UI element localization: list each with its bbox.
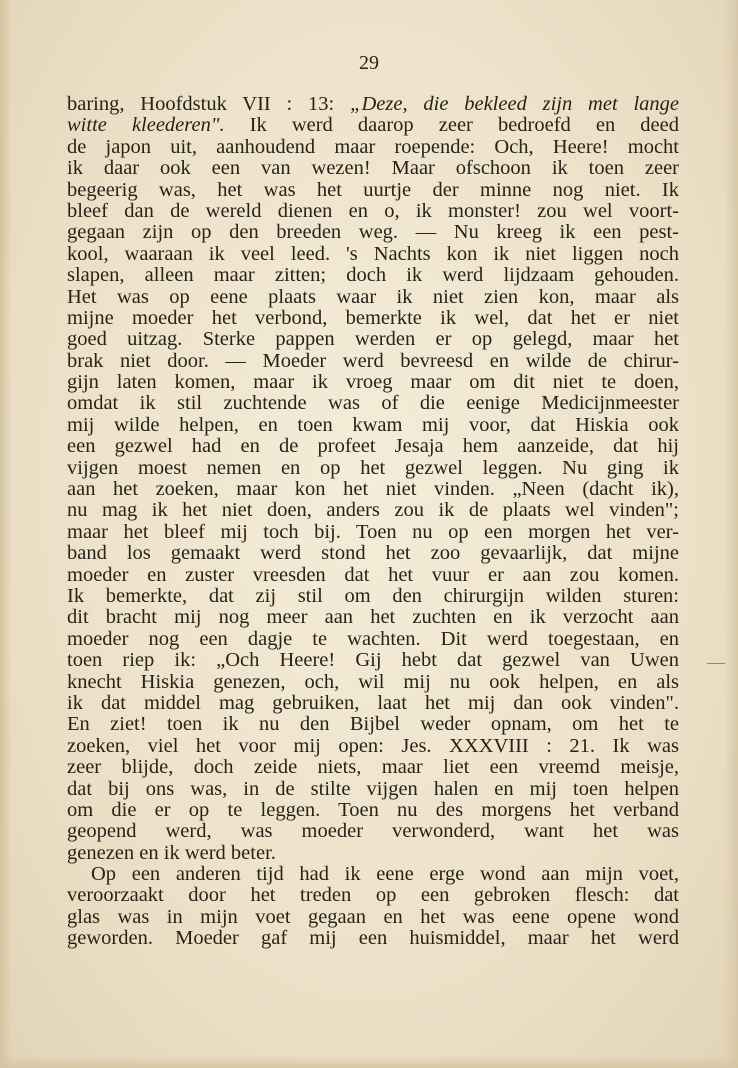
text-line: moeder nog een dagje te wachten. Dit werd toegestaan, en <box>67 627 679 650</box>
text-line: knecht Hiskia genezen, och, wil mij nu ook helpen, en als <box>67 670 679 693</box>
text-line: moeder en zuster vreesden dat het vuur er aan zou komen. <box>67 563 679 586</box>
text-line: gegaan zijn op den breeden weg. — Nu kreeg ik een pest- <box>67 221 679 244</box>
margin-mark <box>707 663 725 664</box>
text-line: goed uitzag. Sterke pappen werden er op gelegd, maar het <box>67 328 679 351</box>
text-line: glas was in mijn voet gegaan en het was eene opene wond <box>67 905 679 928</box>
text-line: omdat ik stil zuchtende was of die eenige Medicijnmeester <box>67 392 679 415</box>
text-line: dit bracht mij nog meer aan het zuchten en ik verzocht aan <box>67 606 679 629</box>
text-line: begeerig was, het was het uurtje der minne nog niet. Ik <box>67 178 679 201</box>
text-line: nu mag ik het niet doen, anders zou ik de plaats wel vinden"; <box>67 499 679 522</box>
text-line: geopend werd, was moeder verwonderd, want het was <box>67 820 679 843</box>
text-line: toen riep ik: „Och Heere! Gij hebt dat gezwel van Uwen <box>67 649 679 672</box>
text-line: Ik bemerkte, dat zij stil om den chirurgijn wilden sturen: <box>67 584 679 607</box>
text-line: En ziet! toen ik nu den Bijbel weder opnam, om het te <box>67 713 679 736</box>
page-number: 29 <box>359 52 379 74</box>
text-line: geworden. Moeder gaf mij een huismiddel, maar het werd <box>67 927 679 950</box>
text-line-paragraph-start: Op een anderen tijd had ik eene erge wond aan mijn voet, <box>91 863 679 886</box>
text-line-paragraph-end: genezen en ik werd beter. <box>67 841 276 864</box>
text-line: veroorzaakt door het treden op een gebroken flesch: dat <box>67 884 679 907</box>
text-line: mijne moeder het verbond, bemerkte ik wel, dat het er niet <box>67 306 679 329</box>
text-line: dat bij ons was, in de stilte vijgen halen en mij toen helpen <box>67 777 679 800</box>
text-line <box>67 115 679 136</box>
body-text <box>67 94 679 950</box>
text-line: bleef dan de wereld dienen en o, ik monster! zou wel voort- <box>67 199 679 222</box>
text-line: zoeken, viel het voor mij open: Jes. XXXVIII : 21. Ik was <box>67 734 679 757</box>
quoted-scripture: witte kleederen". <box>67 114 225 137</box>
text-line: mij wilde helpen, en toen kwam mij voor, dat Hiskia ook <box>67 413 679 436</box>
text-line: gijn laten komen, maar ik vroeg maar om dit niet te doen, <box>67 371 679 394</box>
text-line: slapen, alleen maar zitten; doch ik werd lijdzaam gehouden. <box>67 264 679 287</box>
text-line: om die er op te leggen. Toen nu des morgens het verband <box>67 798 679 821</box>
text-line: een gezwel had en de profeet Jesaja hem aanzeide, dat hij <box>67 435 679 458</box>
text-line: Het was op eene plaats waar ik niet zien kon, maar als <box>67 285 679 308</box>
text-line: aan het zoeken, maar kon het niet vinden. „Neen (dacht ik), <box>67 478 679 501</box>
line-text: Ik werd daarop zeer bedroefd en deed <box>224 114 680 137</box>
page-edge-right <box>724 0 738 1068</box>
text-line <box>67 94 679 115</box>
quoted-scripture: „Deze, die bekleed zijn met lange <box>350 93 679 115</box>
line-text: baring, Hoofdstuk VII : 13: <box>67 93 351 115</box>
text-line: zeer blijde, doch zeide niets, maar liet een vreemd meisje, <box>67 756 679 779</box>
text-line: band los gemaakt werd stond het zoo gevaarlijk, dat mijne <box>67 542 679 565</box>
text-line: maar het bleef mij toch bij. Toen nu op een morgen het ver- <box>67 520 679 543</box>
text-line: ik dat middel mag gebruiken, laat het mij dan ook vinden". <box>67 691 679 714</box>
page-edge-bottom <box>0 1056 738 1068</box>
page-edge-left <box>0 0 12 1068</box>
text-line: vijgen moest nemen en op het gezwel leggen. Nu ging ik <box>67 456 679 479</box>
text-line: brak niet door. — Moeder werd bevreesd en wilde de chirur- <box>67 349 679 372</box>
text-line: ik daar ook een van wezen! Maar ofschoon ik toen zeer <box>67 157 679 180</box>
text-line: de japon uit, aanhoudend maar roepende: Och, Heere! mocht <box>67 135 679 158</box>
text-line: kool, waaraan ik veel leed. 's Nachts kon ik niet liggen noch <box>67 242 679 265</box>
